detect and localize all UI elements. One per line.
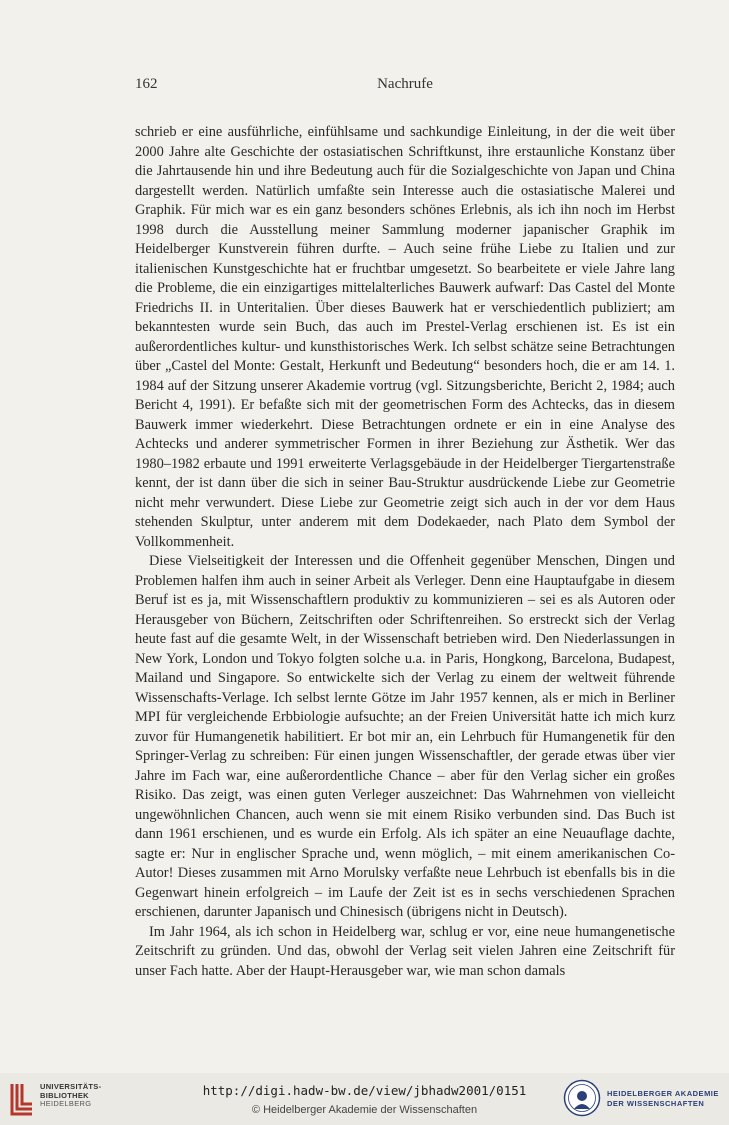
paragraph-2: Diese Vielseitigkeit der Interessen und die Offenheit gegenüber Menschen, Dingen und Problemen halfen ihm auch in seiner Arbeit als Verleger. Denn eine Hauptaufgabe in diesem Beruf ist es ja, mit Wissenschaftlern produktiv zu kommunizieren – sei es als Autoren oder Herausgeber von Büchern, Zeitschriften oder Schriftenreihen. So erstreckt sich der Verlag heute fast auf die gesamte Welt, in der Wissenschaft betrieben wird. Den Niederlassungen in New York, London und Tokyo folgten solche u.a. in Paris, Hongkong, Barcelona, Budapest, Mailand und Singapore. So entwickelte sich der Verlag zu einem der weltweit führende Wissenschafts-Verlage. Ich selbst lernte Götze im Jahr 1957 kennen, als er mich in Berliner MPI für vergleichende Erbbiologie aufsuchte; an der Freien Universität hatte ich mich kurz zuvor für Humangenetik habilitiert. Er bot mir an, ein Lehrbuch für Humangenetik für den Springer-Verlag zu schreiben: Für einen jungen Wissenschaftler, der gerade etwas über vier Jahre im Fach war, eine außerordentliche Chance – aber für den Verlag sicher ein großes Risiko. Das zeigt, was einen guten Verleger auszeichnet: Das Wahrnehmen von vielleicht ungewöhnlichen Chancen, auch wenn sie mit einem Risiko verbunden sind. Das Buch ist dann 1961 erschienen, und es wurde ein Erfolg. Als ich später an eine Neuauflage dachte, sagte er: Nur in englischer Sprache und, wenn möglich, – mit einem amerikanischen Co-Autor! Dieses zusammen mit Arno Morulsky verfaßte neue Lehrbuch ist ebenfalls bis in die Gegenwart hinein erfolgreich – im Laufe der Zeit ist es in sechs verschiedenen Sprachen erschienen, darunter Japanisch und Chinesisch (übrigens nicht in Deutsch).	[135, 553, 675, 920]
library-name-line-2: BIBLIOTHEK	[40, 1090, 89, 1100]
running-head: Nachrufe	[377, 76, 433, 92]
paragraph-3: Im Jahr 1964, als ich schon in Heidelberg war, schlug er vor, eine neue humangenetische Zeitschrift zu gründen. Und das, obwohl der Verlag seit vielen Jahren eine Zeitschrift für unser Fach hatte. Aber der Haupt-Herausgeber war, wie man schon damals	[135, 923, 675, 979]
permalink-url[interactable]: http://digi.hadw-bw.de/view/jbhadw2001/0151	[202, 1083, 527, 1098]
academy-name	[607, 1089, 719, 1108]
library-name-line-1: UNIVERSITÄTS-	[40, 1082, 102, 1091]
paragraph-1: schrieb er eine ausführliche, einfühlsame und sachkundige Einleitung, in der die weit über 2000 Jahre alte Geschichte der ostasiatischen Schriftkunst, ihre erstaunliche Konstanz über die Jahrtausende hin und ihre Bedeutung auch für die Sozialgeschichte von Japan und China dargestellt werden. Natürlich umfaßte sein Interesse auch die ostasiatische Malerei und Graphik. Für mich war es ein ganz besonders schönes Erlebnis, als ich ihn noch im Herbst 1998 durch die Ausstellung meiner Sammlung moderner japanischer Graphik im Heidelberger Kunstverein führen durfte. – Auch seine frühe Liebe zu Italien und zur italienischen Kunstgeschichte hat er fruchtbar umgesetzt. So bearbeitete er viele Jahre lang die Probleme, die ein einzigartiges mittelalterliches Bauwerk aufwarf: Das Castel del Monte Friedrichs II. in Unteritalien. Über dieses Bauwerk hat er verschiedentlich publiziert; am bekanntesten wurde sein Buch, das auch im Prestel-Verlag erschienen ist. Es ist ein außerordentliches kultur- und kunsthistorisches Werk. Ich selbst schätze seine Betrachtungen über „Castel del Monte: Gestalt, Herkunft und Bedeutung“ besonders hoch, die er am 14. 1. 1984 auf der Sitzung unserer Akademie vortrug (vgl. Sitzungsberichte, Bericht 2, 1984; auch Bericht 4, 1991). Er befaßte sich mit der geometrischen Form des Achtecks, das in diesem Bauwerk immer wiederkehrt. Diese Betrachtungen ordnete er ein in eine Analyse des Achtecks und anderer symmetrischer Formen in ihrer Beziehung zur Ästhetik. Wer das 1980–1982 erbaute und 1991 erweiterte Verlagsgebäude in der Heidelberger Tiergartenstraße kennt, der ist dann über die sich in seiner Bau-Struktur ausdrückende Liebe zur Geometrie nicht mehr verwundert. Diese Liebe zur Geometrie zeigt sich auch in der vor dem Haus stehenden Skulptur, unter anderem mit dem Dodekaeder, nach Plato dem Symbol der Vollkommenheit.	[135, 124, 675, 550]
page-header	[135, 76, 675, 98]
page-number: 162	[135, 76, 158, 92]
footer-bar	[0, 1073, 729, 1125]
academy-seal-icon	[563, 1079, 601, 1117]
academy-name-line-2: DER WISSENSCHAFTEN	[607, 1098, 705, 1108]
academy-name-line-1: HEIDELBERGER AKADEMIE	[607, 1089, 719, 1098]
copyright-notice: © Heidelberger Akademie der Wissenschaften	[251, 1104, 478, 1116]
library-name-line-3: HEIDELBERG	[40, 1099, 92, 1108]
body-text	[135, 123, 675, 981]
